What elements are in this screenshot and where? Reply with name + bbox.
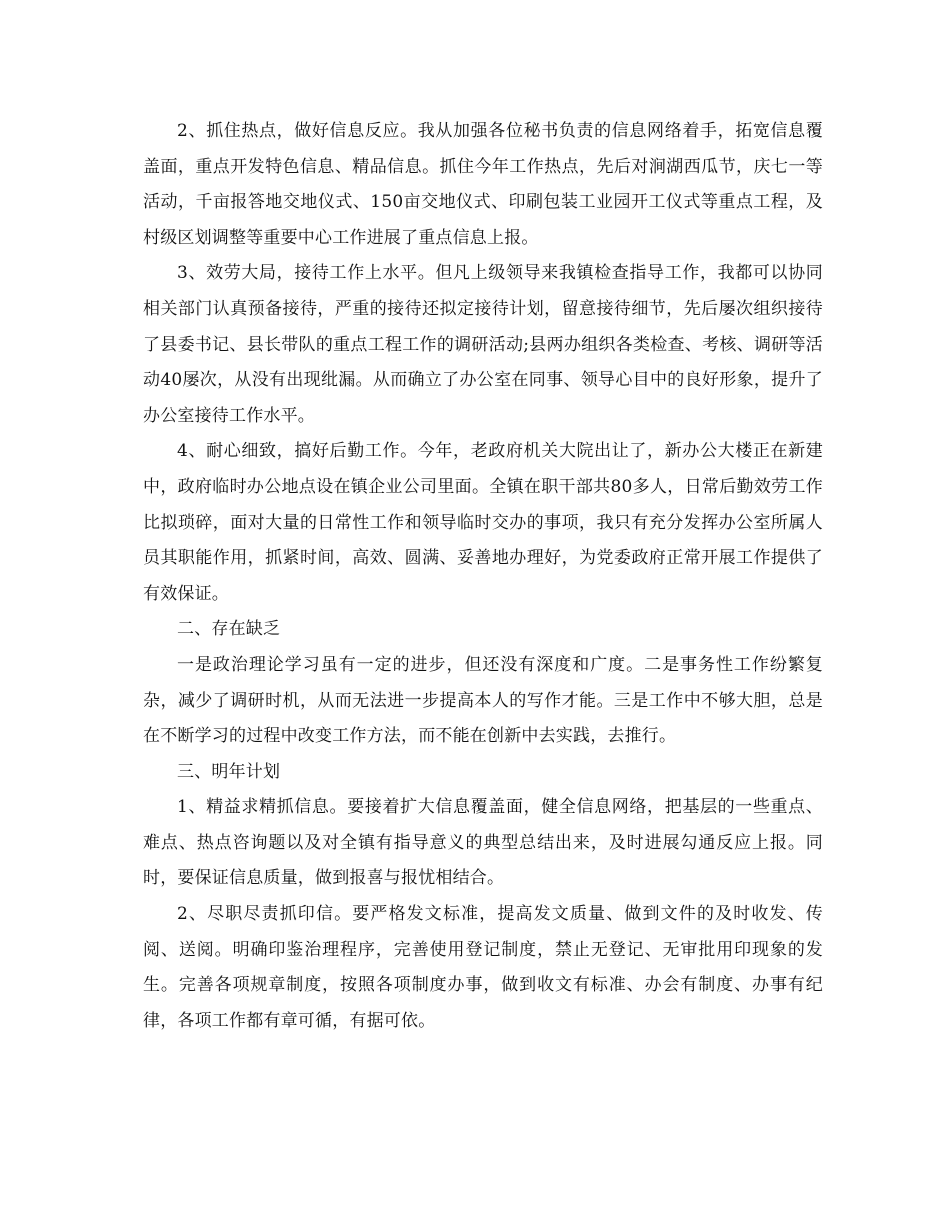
paragraph-reception-work: 3、效劳大局，接待工作上水平。但凡上级领导来我镇检查指导工作，我都可以协同相关部门认真预备接待，严重的接待还拟定接待计划，留意接待细节，先后屡次组织接待了县委书记、县长带队的重点工程工作的调研活动;县两办组织各类检查、考核、调研等活动40屡次，从没有出现纰漏。从而确立了办公室在同事、领导心目中的良好形象，提升了办公室接待工作水平。 xyxy=(143,263,823,426)
paragraph-shortcomings: 一是政治理论学习虽有一定的进步，但还没有深度和广度。二是事务性工作纷繁复杂，减少了调研时机，从而无法进一步提高本人的写作才能。三是工作中不够大胆，总是在不断学习的过程中改变工作方法，而不能在创新中去实践，去推行。 xyxy=(143,654,823,747)
paragraph-information-plan: 1、精益求精抓信息。要接着扩大信息覆盖面，健全信息网络，把基层的一些重点、难点、热点咨询题以及对全镇有指导意义的典型总结出来，及时进展勾通反应上报。同时，要保证信息质量，做到报喜与报忧相结合。 xyxy=(143,797,823,889)
section-heading-next-year-plan: 三、明年计划 xyxy=(177,761,281,782)
paragraph-logistics-work: 4、耐心细致，搞好后勤工作。今年，老政府机关大院出让了，新办公大楼正在新建中，政府临时办公地点设在镇企业公司里面。全镇在职干部共80多人，日常后勤效劳工作比拟琐碎，面对大量的日常性工作和领导临时交办的事项，我只有充分发挥办公室所属人员其职能作用，抓紧时间，高效、圆满、妥善地办理好，为党委政府正常开展工作提供了有效保证。 xyxy=(143,441,823,604)
document-body xyxy=(143,114,823,1039)
paragraph-hotspot-info: 2、抓住热点，做好信息反应。我从加强各位秘书负责的信息网络着手，拓宽信息覆盖面，重点开发特色信息、精品信息。抓住今年工作热点，先后对涧湖西瓜节，庆七一等活动，千亩报答地交地仪式、150亩交地仪式、印刷包装工业园开工仪式等重点工程，及村级区划调整等重要中心工作进展了重点信息上报。 xyxy=(143,121,823,248)
section-heading-shortcomings: 二、存在缺乏 xyxy=(177,619,281,640)
paragraph-seal-plan: 2、尽职尽责抓印信。要严格发文标准，提高发文质量、做到文件的及时收发、传阅、送阅。明确印鉴治理程序，完善使用登记制度，禁止无登记、无审批用印现象的发生。完善各项规章制度，按照各项制度办事，做到收文有标准、办会有制度、办事有纪律，各项工作都有章可循，有据可依。 xyxy=(143,904,823,1031)
